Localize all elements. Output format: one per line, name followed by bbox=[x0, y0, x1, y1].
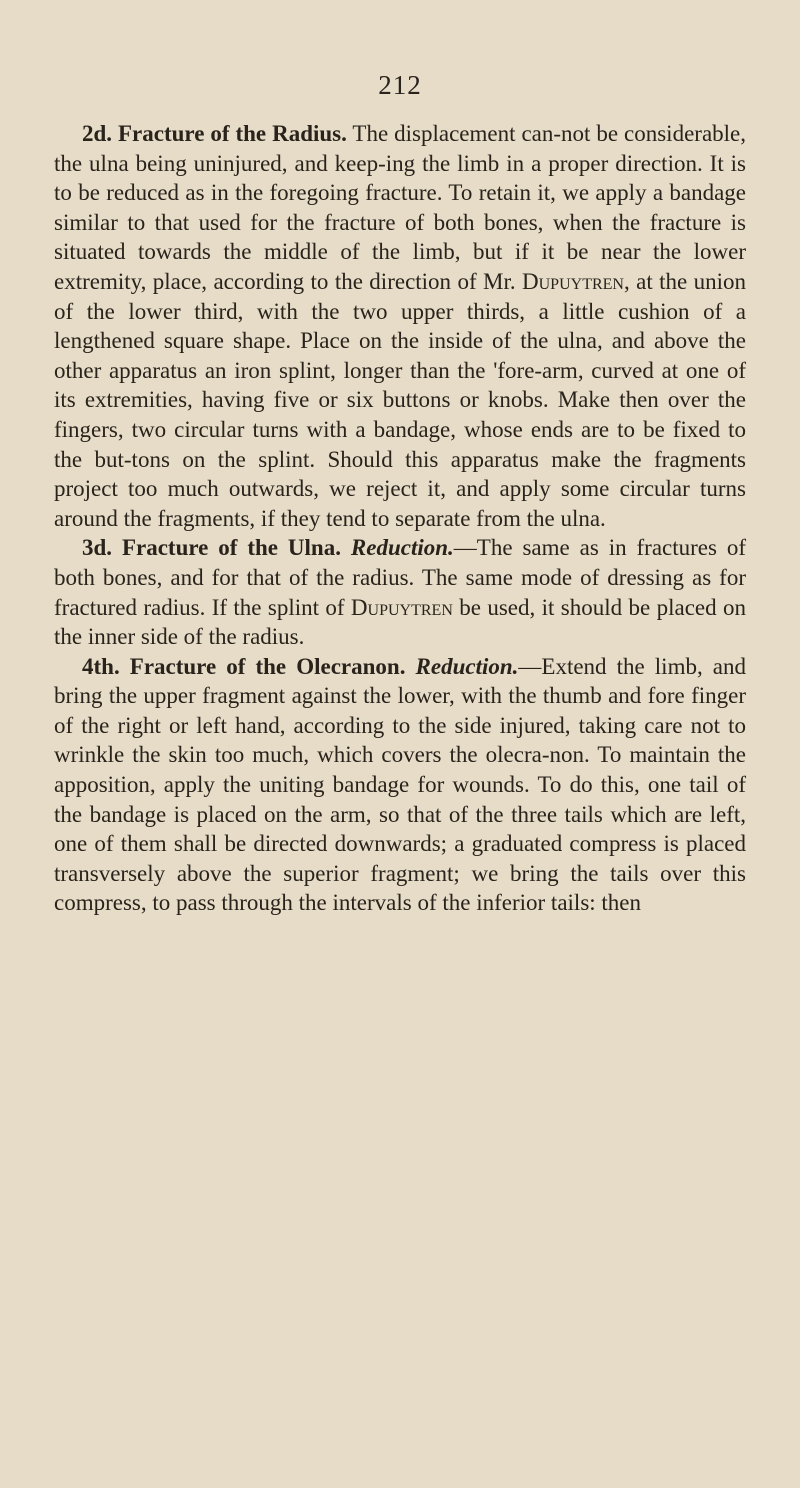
subheading-reduction: Reduction. bbox=[415, 653, 519, 679]
body-ulna-a: —The same as in fractures of both bones, and for that of the radius. The same mode of dressing as for fractured radius. If the splint of bbox=[54, 535, 747, 620]
name-dupuytren: Dupuytren bbox=[522, 268, 624, 294]
page-number: 212 bbox=[378, 70, 422, 100]
body-olecranon: —Extend the limb, and bring the upper fragment against the lower, with the thumb and fore finger of the right or left hand, according to the side injured, taking care not to wrinkle the skin too much, which covers the olecra-non. To maintain the apposition, apply the uniting bandage for wounds. To do this, one tail of the bandage is placed on the arm, so that of the three tails which are left, one of them shall be directed downwards; a graduated compress is placed transversely above the superior fragment; we bring the tails over this compress, to pass through the intervals of the inferior tails: then bbox=[54, 653, 746, 916]
heading-olecranon: 4th. Fracture of the Olecranon. bbox=[82, 653, 406, 679]
body-radius-a: The displacement can-not be considerable, the ulna being uninjured, and keep-ing the limb in a proper direction. It is to be reduced as in the foregoing fracture. To retain it, we apply a bandage similar to that used for the fracture of both bones, when the fracture is situated towards the middle of the limb, but if it be near the lower extremity, place, according to the direction of Mr. bbox=[54, 121, 747, 294]
paragraph-ulna bbox=[54, 533, 746, 651]
paragraph-radius bbox=[54, 119, 746, 533]
paragraph-olecranon bbox=[54, 652, 746, 918]
body-ulna-b: be used, it should be placed on the inner side of the radius. bbox=[54, 594, 746, 650]
name-dupuytren: Dupuytren bbox=[350, 594, 453, 620]
heading-radius: 2d. Fracture of the Radius. bbox=[82, 121, 347, 146]
heading-ulna: 3d. Fracture of the Ulna. bbox=[82, 535, 341, 561]
subheading-reduction: Reduction. bbox=[350, 535, 454, 561]
body-radius-b: , at the union of the lower third, with the two upper thirds, a little cushion of a lengthened square shape. Place on the inside of the ulna, and above the other apparatus an iron splint, longer than the 'fore-arm, curved at one of its extremities, having five or six buttons or knobs. Make then over the fingers, two circular turns with a bandage, whose ends are to be fixed to the but-tons on the splint. Should this apparatus make the fragments project too much outwards, we reject it, and apply some circular turns around the fragments, if they tend to separate from the ulna. bbox=[54, 268, 746, 531]
